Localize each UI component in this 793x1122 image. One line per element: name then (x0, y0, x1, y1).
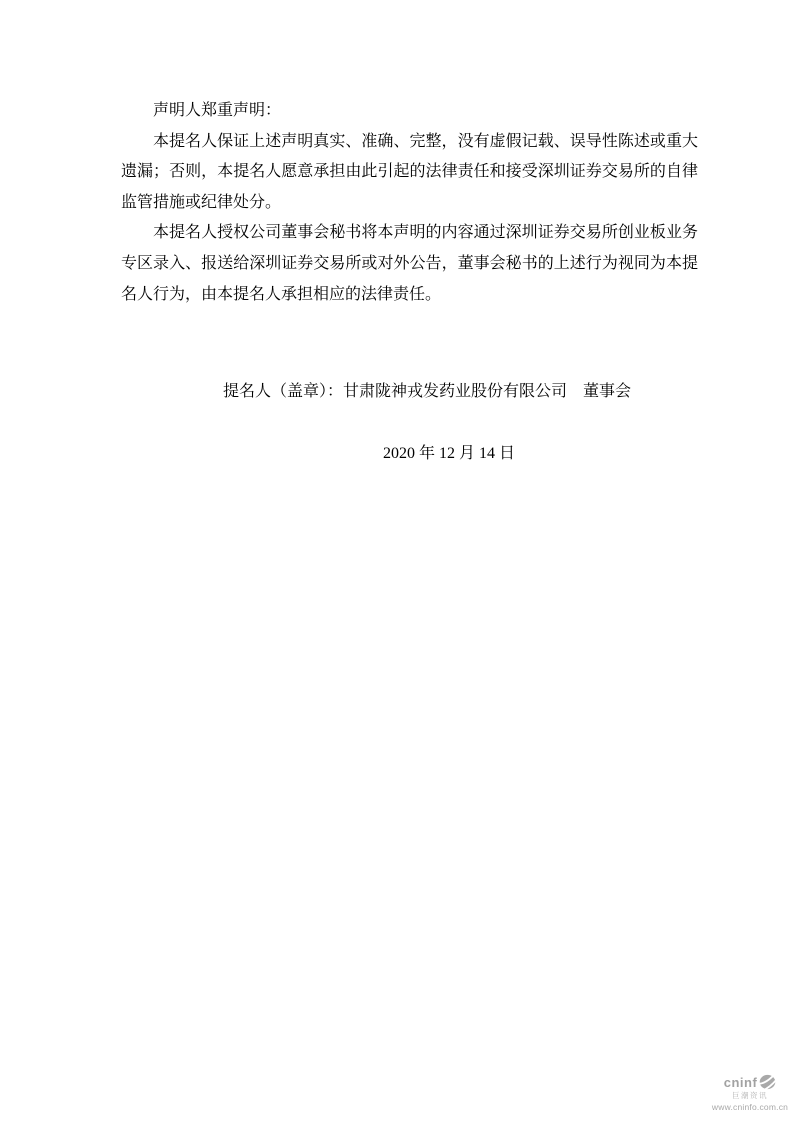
date-line: 2020 年 12 月 14 日 (383, 444, 516, 462)
signature-line: 提名人（盖章）：甘肃陇神戎发药业股份有限公司 董事会 (223, 383, 632, 401)
cninfo-url: www.cninfo.com.cn (711, 1101, 789, 1112)
declaration-heading: 声明人郑重声明： (153, 102, 282, 119)
declaration-paragraph-2: 本提名人授权公司董事会秘书将本声明的内容通过深圳证券交易所创业板业务专区录入、报送给深圳证券交易所或对外公告，董事会秘书的上述行为视同为本提名人行为，由本提名人承担相应的法律责任。 (121, 224, 698, 303)
cninfo-brand-chinese: 巨潮资讯 (732, 1091, 768, 1100)
declaration-paragraph-1: 本提名人保证上述声明真实、准确、完整，没有虚假记载、误导性陈述或重大遗漏；否则，本提名人愿意承担由此引起的法律责任和接受深圳证券交易所的自律监管措施或纪律处分。 (121, 132, 698, 211)
cninfo-swirl-icon (759, 1074, 776, 1090)
cninfo-brand-row (710, 1074, 790, 1090)
cninfo-brand-text: cninf (723, 1074, 758, 1090)
document-body (121, 96, 698, 469)
cninfo-watermark (710, 1074, 790, 1111)
